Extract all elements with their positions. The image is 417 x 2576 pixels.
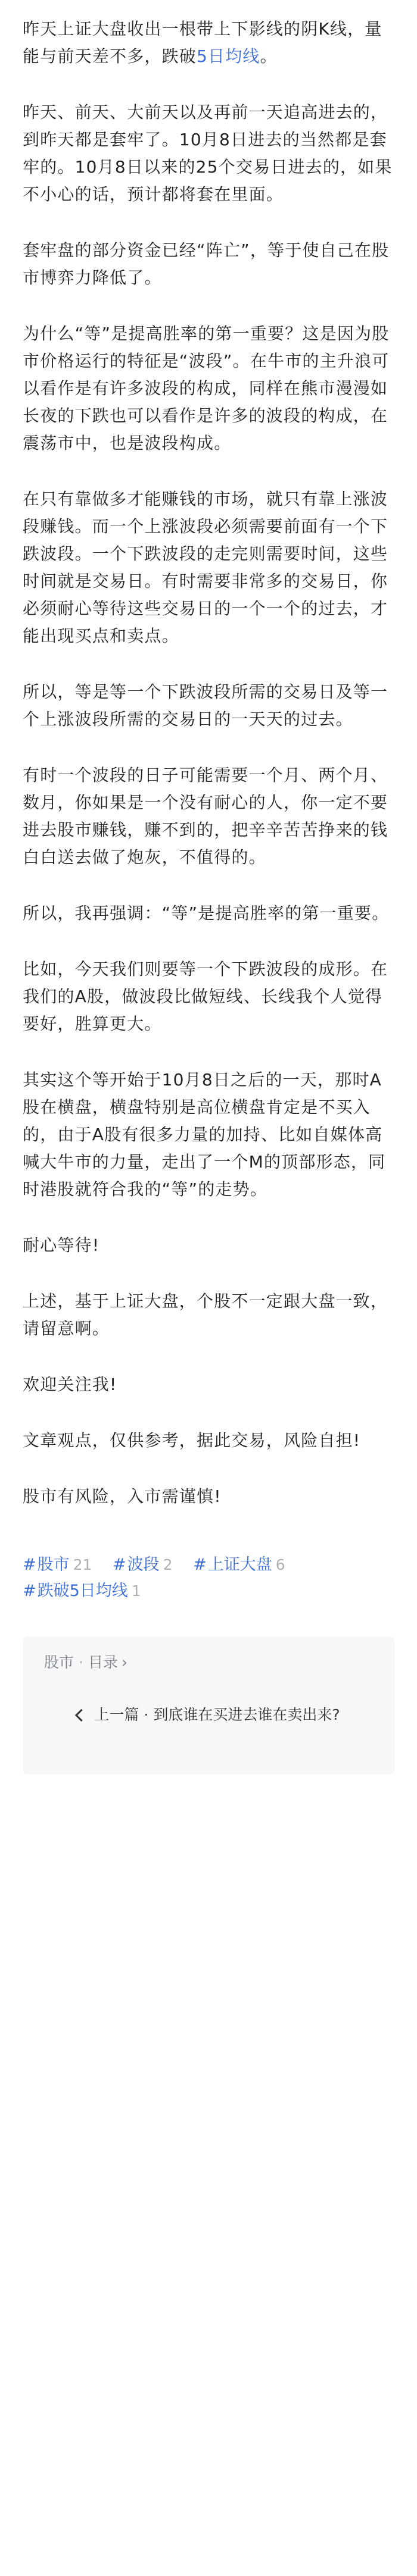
paragraph: 所以，我再强调：“等”是提高胜率的第一重要。 [23, 903, 390, 923]
paragraph: 在只有靠做多才能赚钱的市场，就只有靠上涨波段赚钱。而一个上涨波段必须需要前面有一个下跌波段。一个下跌波段的走完则需要时间，这些时间就是交易日。有时需要非常多的交易日，你必须耐心等待这些交易日的一个一个的过去，才能出现买点和卖点。 [23, 489, 388, 646]
collection-header[interactable] [44, 1652, 373, 1673]
paragraph: 其实这个等开始于10月8日之后的一天，那时A股在横盘，横盘特别是高位横盘肯定是不买入的，由于A股有很多力量的加持、比如自媒体高喊大牛市的力量，走出了一个M的顶部形态，同时港股就符合我的“等”的走势。 [23, 1070, 386, 1199]
prev-article-link[interactable] [44, 1704, 373, 1726]
paragraph-intro [23, 15, 394, 70]
prev-label: 上一篇 [94, 1706, 139, 1723]
hash-icon: # [23, 1582, 36, 1600]
paragraph: 欢迎关注我! [23, 1375, 117, 1394]
intro-end: 。 [260, 46, 278, 66]
prev-article-title: 到底谁在买进去谁在卖出来? [153, 1706, 340, 1723]
collection-name: 股市 [44, 1654, 74, 1671]
collection-separator: · [79, 1654, 83, 1671]
tag-label: 波段 [127, 1555, 160, 1574]
hash-icon: # [113, 1555, 126, 1574]
tag-count: 2 [163, 1556, 173, 1573]
tag-break-ma5[interactable] [23, 1578, 141, 1604]
tag-count: 6 [275, 1556, 285, 1573]
tag-stock-market[interactable] [23, 1552, 92, 1578]
tag-label: 股市 [37, 1555, 70, 1574]
hash-icon: # [193, 1555, 207, 1574]
paragraph: 股市有风险，入市需谨慎! [23, 1486, 222, 1506]
paragraph: 套牢盘的部分资金已经“阵亡”，等于使自己在股市博弈力降低了。 [23, 240, 390, 287]
tag-shanghai-index[interactable] [193, 1552, 285, 1578]
tag-list [23, 1552, 394, 1604]
tag-label: 上证大盘 [207, 1555, 272, 1574]
dot-separator: · [144, 1706, 149, 1723]
paragraph: 耐心等待! [23, 1235, 100, 1255]
chevron-left-icon [75, 1708, 88, 1721]
paragraph: 昨天、前天、大前天以及再前一天追高进去的，到昨天都是套牢了。10月8日进去的当然都是套牢的。10月8日以来的25个交易日进去的，如果不小心的话，预计都将套在里面。 [23, 102, 393, 204]
paragraph: 文章观点，仅供参考，据此交易，风险自担! [23, 1431, 361, 1450]
tag-wave-band[interactable] [113, 1552, 173, 1578]
paragraph: 上述，基于上证大盘，个股不一定跟大盘一致，请留意啊。 [23, 1291, 388, 1338]
paragraph: 为什么“等”是提高胜率的第一重要？这是因为股市价格运行的特征是“波段”。在牛市的主升浪可以看作是有许多波段的构成，同样在熊市漫漫如长夜的下跌也可以看作是许多的波段的构成，在震荡市中，也是波段构成。 [23, 324, 390, 453]
tag-count: 1 [131, 1582, 141, 1600]
link-ma5[interactable]: 5日均线 [197, 46, 260, 66]
collection-panel [23, 1636, 394, 1774]
chevron-right-icon: › [121, 1654, 127, 1671]
tag-count: 21 [73, 1556, 92, 1573]
tag-label: 跌破5日均线 [37, 1582, 128, 1600]
collection-catalog: 目录 [88, 1654, 118, 1671]
paragraph: 所以，等是等一个下跌波段所需的交易日及等一个上涨波段所需的交易日的一天天的过去。 [23, 682, 388, 729]
intro-text: 昨天上证大盘收出一根带上下影线的阴K线，量能与前天差不多，跌破 [23, 19, 382, 66]
hash-icon: # [23, 1555, 36, 1574]
paragraph: 比如，今天我们则要等一个下跌波段的成形。在我们的A股，做波段比做短线、长线我个人觉得要好，胜算更大。 [23, 959, 388, 1034]
paragraph: 有时一个波段的日子可能需要一个月、两个月、数月，你如果是一个没有耐心的人，你一定不要进去股市赚钱，赚不到的，把辛辛苦苦挣来的钱白白送去做了炮灰，不值得的。 [23, 765, 388, 867]
